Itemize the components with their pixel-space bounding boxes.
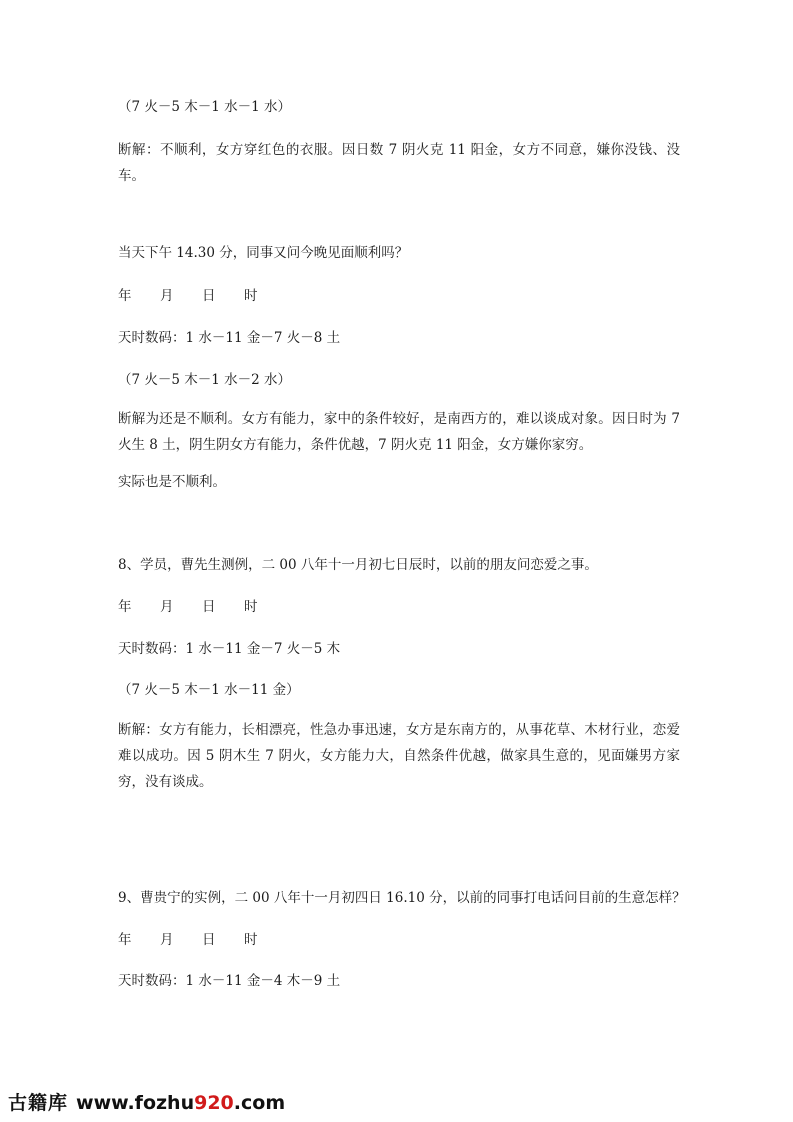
- year-label: 年: [118, 599, 132, 615]
- text-line: 天时数码：1 水－11 金－7 火－5 木: [118, 641, 341, 657]
- paragraph: 断解：不顺利，女方穿红色的衣服。因日数 7 阴火克 11 阳金，女方不同意，嫌你没钱、没车。: [118, 142, 680, 184]
- brand-label: 古籍库: [8, 1092, 69, 1114]
- text-line: 9、曹贵宁的实例，二 00 八年十一月初四日 16.10 分，以前的同事打电话问目前的生意怎样？: [118, 890, 686, 906]
- text-line: 8、学员，曹先生测例，二 00 八年十一月初七日辰时，以前的朋友问恋爱之事。: [118, 557, 598, 573]
- url-part: .com: [233, 1092, 286, 1114]
- hour-label: 时: [244, 599, 258, 615]
- year-month-day-hour-row: [118, 283, 683, 309]
- year-month-day-hour-row: [118, 927, 683, 953]
- day-label: 日: [202, 599, 216, 615]
- year-month-day-hour-row: [118, 594, 683, 620]
- text-line: （7 火－5 木－1 水－11 金）: [118, 682, 300, 698]
- paragraph: 断解为还是不顺利。女方有能力，家中的条件较好，是南西方的，难以谈成对象。因日时为 7 火生 8 土，阴生阴女方有能力，条件优越，7 阴火克 11 阳金，女方嫌你家穷。: [118, 411, 680, 453]
- hour-label: 时: [244, 288, 258, 304]
- text-line: 天时数码：1 水－11 金－4 木－9 土: [118, 973, 341, 989]
- text-line: （7 火－5 木－1 水－2 水）: [118, 372, 292, 388]
- text-line: （7 火－5 木－1 水－1 水）: [118, 99, 292, 115]
- year-label: 年: [118, 932, 132, 948]
- month-label: 月: [160, 932, 174, 948]
- text-line: 天时数码：1 水－11 金－7 火－8 土: [118, 330, 341, 346]
- hour-label: 时: [244, 932, 258, 948]
- url-part: www.fozhu: [76, 1092, 195, 1114]
- paragraph: 断解：女方有能力，长相漂亮，性急办事迅速，女方是东南方的，从事花草、木材行业，恋爱难以成功。因 5 阴木生 7 阴火，女方能力大，自然条件优越，做家具生意的，见面嫌男方家穷，没有谈成。: [118, 722, 680, 790]
- text-line: 实际也是不顺利。: [118, 474, 226, 490]
- year-label: 年: [118, 288, 132, 304]
- footer-watermark: [8, 1088, 285, 1115]
- day-label: 日: [202, 932, 216, 948]
- month-label: 月: [160, 599, 174, 615]
- text-line: 当天下午 14.30 分，同事又问今晚见面顺利吗？: [118, 245, 409, 261]
- day-label: 日: [202, 288, 216, 304]
- url-part-accent: 920: [194, 1092, 234, 1114]
- month-label: 月: [160, 288, 174, 304]
